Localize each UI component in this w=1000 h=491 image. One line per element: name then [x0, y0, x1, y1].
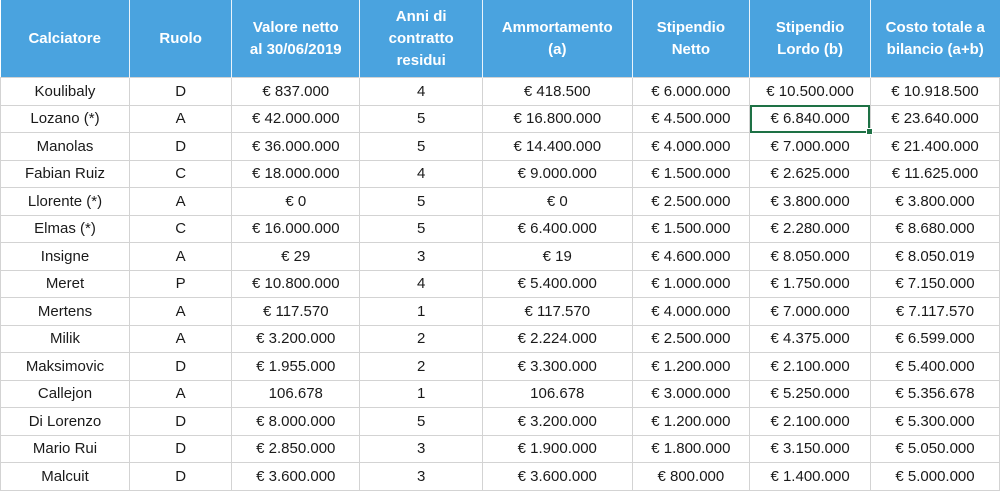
cell-net-salary[interactable]: € 1.800.000	[632, 435, 750, 463]
cell-amortization[interactable]: € 3.600.000	[483, 463, 632, 491]
cell-player-name[interactable]: Lozano (*)	[1, 105, 130, 133]
cell-amortization[interactable]: € 0	[483, 188, 632, 216]
cell-net-value[interactable]: € 3.200.000	[232, 325, 360, 353]
cell-contract-years[interactable]: 4	[360, 270, 483, 298]
cell-player-name[interactable]: Mario Rui	[1, 435, 130, 463]
cell-player-name[interactable]: Maksimovic	[1, 353, 130, 381]
cell-total-cost[interactable]: € 5.300.000	[870, 408, 999, 436]
cell-net-value[interactable]: € 36.000.000	[232, 133, 360, 161]
cell-total-cost[interactable]: € 7.117.570	[870, 298, 999, 326]
column-header-line: contratto	[388, 29, 454, 47]
cell-gross-salary[interactable]: € 1.750.000	[750, 270, 871, 298]
column-header-line: Lordo (b)	[777, 40, 843, 58]
cell-net-value[interactable]: € 42.000.000	[232, 105, 360, 133]
cell-role[interactable]: A	[129, 325, 231, 353]
cell-net-value[interactable]: € 16.000.000	[232, 215, 360, 243]
cell-role[interactable]: D	[129, 408, 231, 436]
cell-net-value[interactable]: € 117.570	[232, 298, 360, 326]
column-header-player-name[interactable]	[1, 0, 130, 78]
cell-role[interactable]: D	[129, 353, 231, 381]
header-row	[1, 0, 1000, 78]
cell-gross-salary[interactable]: € 2.100.000	[750, 408, 871, 436]
cell-amortization[interactable]: € 3.300.000	[483, 353, 632, 381]
cell-net-value[interactable]: € 10.800.000	[232, 270, 360, 298]
cell-contract-years[interactable]: 5	[360, 408, 483, 436]
cell-amortization[interactable]: € 3.200.000	[483, 408, 632, 436]
cell-contract-years[interactable]: 1	[360, 380, 483, 408]
cell-role[interactable]: D	[129, 133, 231, 161]
cell-contract-years[interactable]: 2	[360, 353, 483, 381]
cell-contract-years[interactable]: 2	[360, 325, 483, 353]
table-row	[1, 463, 1000, 491]
column-header-line: Calciatore	[28, 29, 101, 47]
cell-net-salary[interactable]: € 4.000.000	[632, 298, 750, 326]
cell-net-salary[interactable]: € 3.000.000	[632, 380, 750, 408]
column-header-net-value[interactable]	[232, 0, 360, 78]
cell-amortization[interactable]: € 1.900.000	[483, 435, 632, 463]
cell-contract-years[interactable]: 5	[360, 215, 483, 243]
cell-player-name[interactable]: Elmas (*)	[1, 215, 130, 243]
cell-role[interactable]: A	[129, 380, 231, 408]
cell-player-name[interactable]: Manolas	[1, 133, 130, 161]
cell-net-salary[interactable]: € 1.500.000	[632, 215, 750, 243]
cell-total-cost[interactable]: € 8.050.019	[870, 243, 999, 271]
table-row	[1, 160, 1000, 188]
cell-net-value[interactable]: € 29	[232, 243, 360, 271]
cell-net-salary[interactable]: € 6.000.000	[632, 78, 750, 106]
cell-total-cost[interactable]: € 21.400.000	[870, 133, 999, 161]
cell-net-value[interactable]: € 1.955.000	[232, 353, 360, 381]
cell-net-value[interactable]: € 0	[232, 188, 360, 216]
table-body	[1, 78, 1000, 491]
column-header-amortization[interactable]	[483, 0, 632, 78]
column-header-net-salary[interactable]	[632, 0, 750, 78]
cell-total-cost[interactable]: € 5.400.000	[870, 353, 999, 381]
cell-total-cost[interactable]: € 5.050.000	[870, 435, 999, 463]
table-row	[1, 325, 1000, 353]
column-header-line: Ruolo	[159, 29, 202, 47]
cell-player-name[interactable]: Di Lorenzo	[1, 408, 130, 436]
column-header-line: residui	[396, 51, 446, 69]
cell-gross-salary[interactable]: € 8.050.000	[750, 243, 871, 271]
cell-net-salary[interactable]: € 1.200.000	[632, 353, 750, 381]
cell-player-name[interactable]: Meret	[1, 270, 130, 298]
column-header-line: al 30/06/2019	[249, 40, 342, 58]
cell-total-cost[interactable]: € 5.356.678	[870, 380, 999, 408]
table-row	[1, 243, 1000, 271]
cell-gross-salary[interactable]: € 2.625.000	[750, 160, 871, 188]
cell-net-salary[interactable]: € 1.200.000	[632, 408, 750, 436]
cell-net-salary[interactable]: € 4.600.000	[632, 243, 750, 271]
cell-amortization[interactable]: € 418.500	[483, 78, 632, 106]
cell-total-cost[interactable]: € 8.680.000	[870, 215, 999, 243]
column-header-line: (a)	[548, 40, 567, 58]
cell-total-cost[interactable]: € 23.640.000	[870, 105, 999, 133]
cell-amortization[interactable]: € 9.000.000	[483, 160, 632, 188]
cell-net-value[interactable]: 106.678	[232, 380, 360, 408]
table-row	[1, 353, 1000, 381]
cell-net-salary[interactable]: € 800.000	[632, 463, 750, 491]
cell-player-name[interactable]: Llorente (*)	[1, 188, 130, 216]
cell-contract-years[interactable]: 3	[360, 435, 483, 463]
cell-net-salary[interactable]: € 4.500.000	[632, 105, 750, 133]
cell-amortization[interactable]: € 2.224.000	[483, 325, 632, 353]
column-header-line: Ammortamento	[501, 18, 613, 36]
cell-contract-years[interactable]: 4	[360, 78, 483, 106]
cell-contract-years[interactable]: 5	[360, 188, 483, 216]
cell-gross-salary[interactable]: € 7.000.000	[750, 298, 871, 326]
cell-contract-years[interactable]: 5	[360, 105, 483, 133]
cell-net-salary[interactable]: € 2.500.000	[632, 325, 750, 353]
table-row	[1, 188, 1000, 216]
cell-total-cost[interactable]: € 5.000.000	[870, 463, 999, 491]
cell-total-cost[interactable]: € 6.599.000	[870, 325, 999, 353]
cell-contract-years[interactable]: 3	[360, 243, 483, 271]
cell-gross-salary[interactable]: € 7.000.000	[750, 133, 871, 161]
cell-gross-salary[interactable]: € 3.800.000	[750, 188, 871, 216]
cell-gross-salary[interactable]: € 4.375.000	[750, 325, 871, 353]
cell-amortization[interactable]: € 19	[483, 243, 632, 271]
table-row	[1, 298, 1000, 326]
cell-net-value[interactable]: € 2.850.000	[232, 435, 360, 463]
cell-role[interactable]: A	[129, 188, 231, 216]
cell-player-name[interactable]: Koulibaly	[1, 78, 130, 106]
cell-role[interactable]: C	[129, 160, 231, 188]
cell-gross-salary[interactable]: € 5.250.000	[750, 380, 871, 408]
table-row	[1, 380, 1000, 408]
cell-net-salary[interactable]: € 4.000.000	[632, 133, 750, 161]
cell-role[interactable]: D	[129, 78, 231, 106]
column-header-gross-salary[interactable]	[750, 0, 871, 78]
cell-role[interactable]: A	[129, 243, 231, 271]
cell-gross-salary[interactable]: € 2.100.000	[750, 353, 871, 381]
cell-player-name[interactable]: Malcuit	[1, 463, 130, 491]
cell-net-salary[interactable]: € 2.500.000	[632, 188, 750, 216]
cell-role[interactable]: A	[129, 105, 231, 133]
table-row	[1, 270, 1000, 298]
column-header-total-cost[interactable]	[870, 0, 999, 78]
column-header-line: Costo totale a	[885, 18, 985, 36]
cell-total-cost[interactable]: € 10.918.500	[870, 78, 999, 106]
cell-player-name[interactable]: Fabian Ruiz	[1, 160, 130, 188]
cell-player-name[interactable]: Milik	[1, 325, 130, 353]
cell-role[interactable]: A	[129, 298, 231, 326]
cell-role[interactable]: P	[129, 270, 231, 298]
cell-player-name[interactable]: Mertens	[1, 298, 130, 326]
cell-amortization[interactable]: € 5.400.000	[483, 270, 632, 298]
cell-net-value[interactable]: € 18.000.000	[232, 160, 360, 188]
table-row	[1, 105, 1000, 133]
cell-amortization[interactable]: 106.678	[483, 380, 632, 408]
cell-total-cost[interactable]: € 3.800.000	[870, 188, 999, 216]
cell-amortization[interactable]: € 14.400.000	[483, 133, 632, 161]
cell-net-value[interactable]: € 8.000.000	[232, 408, 360, 436]
selected-cell[interactable]: € 6.840.000	[750, 105, 871, 133]
cell-player-name[interactable]: Insigne	[1, 243, 130, 271]
cell-role[interactable]: D	[129, 435, 231, 463]
cell-player-name[interactable]: Callejon	[1, 380, 130, 408]
cell-gross-salary[interactable]: € 1.400.000	[750, 463, 871, 491]
cell-net-salary[interactable]: € 1.000.000	[632, 270, 750, 298]
cell-total-cost[interactable]: € 7.150.000	[870, 270, 999, 298]
column-header-line: Stipendio	[656, 18, 726, 36]
table-row	[1, 133, 1000, 161]
cell-gross-salary[interactable]: € 10.500.000	[750, 78, 871, 106]
table-row	[1, 78, 1000, 106]
cell-net-value[interactable]: € 3.600.000	[232, 463, 360, 491]
cell-net-salary[interactable]: € 1.500.000	[632, 160, 750, 188]
table-row	[1, 435, 1000, 463]
column-header-line: bilancio (a+b)	[886, 40, 984, 58]
cell-role[interactable]: D	[129, 463, 231, 491]
cell-net-value[interactable]: € 837.000	[232, 78, 360, 106]
column-header-line: Anni di	[395, 7, 447, 25]
column-header-contract-years[interactable]	[360, 0, 483, 78]
table-row	[1, 408, 1000, 436]
cell-contract-years[interactable]: 4	[360, 160, 483, 188]
column-header-line: Valore netto	[252, 18, 339, 36]
cell-total-cost[interactable]: € 11.625.000	[870, 160, 999, 188]
column-header-line: Stipendio	[775, 18, 845, 36]
cell-amortization[interactable]: € 16.800.000	[483, 105, 632, 133]
cell-amortization[interactable]: € 6.400.000	[483, 215, 632, 243]
cell-amortization[interactable]: € 117.570	[483, 298, 632, 326]
cell-role[interactable]: C	[129, 215, 231, 243]
cell-contract-years[interactable]: 1	[360, 298, 483, 326]
cell-gross-salary[interactable]: € 2.280.000	[750, 215, 871, 243]
cell-contract-years[interactable]: 3	[360, 463, 483, 491]
column-header-role[interactable]	[129, 0, 231, 78]
cell-contract-years[interactable]: 5	[360, 133, 483, 161]
table-row	[1, 215, 1000, 243]
cell-gross-salary[interactable]: € 3.150.000	[750, 435, 871, 463]
column-header-line: Netto	[671, 40, 711, 58]
